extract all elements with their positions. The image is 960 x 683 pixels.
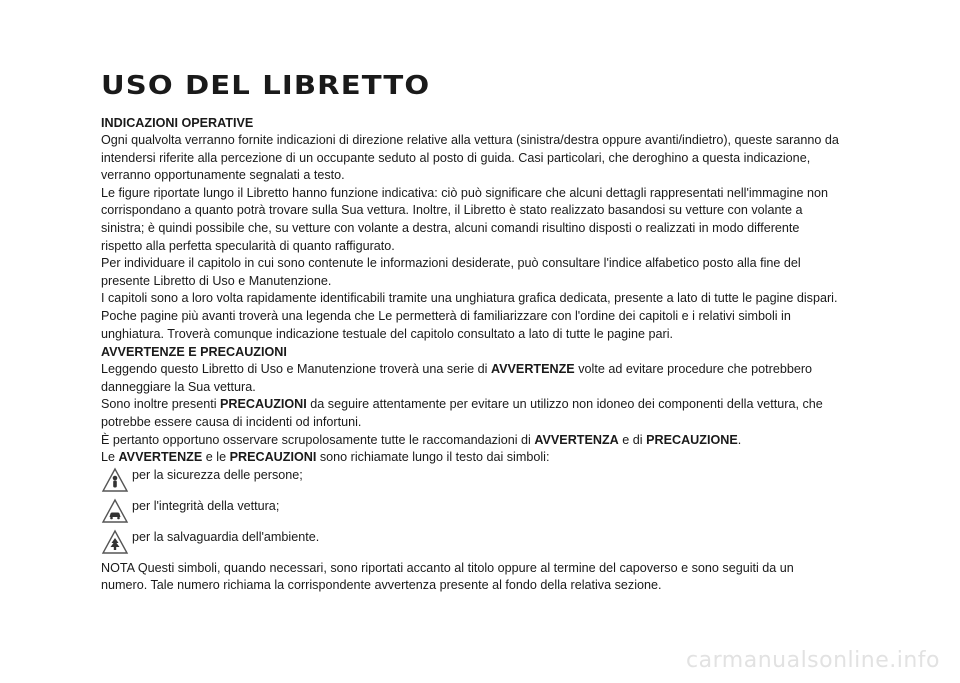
bold-keyword: PRECAUZIONI (229, 450, 317, 465)
bold-keyword: AVVERTENZA (534, 432, 619, 447)
bold-keyword: PRECAUZIONI (220, 397, 307, 412)
paragraph: Per individuare il capitolo in cui sono contenute le informazioni desiderate, può consultare l'indice alfabetico posto alla fine del presente Libretto di Uso e Manutenzione. (101, 256, 801, 288)
text-run: . (737, 432, 742, 447)
vehicle-integrity-icon (101, 498, 129, 524)
symbol-row-person (101, 467, 841, 498)
text-run: Sono inoltre presenti (101, 397, 221, 412)
bold-keyword: AVVERTENZE (118, 450, 203, 465)
section-heading-avvertenze: AVVERTENZE E PRECAUZIONI (101, 345, 287, 360)
section-heading-indicazioni: INDICAZIONI OPERATIVE (101, 116, 254, 130)
watermark: carmanualsonline.info (686, 648, 940, 673)
person-safety-icon (101, 467, 129, 493)
symbol-label: per l'integrità della vettura; (132, 498, 280, 513)
environment-tree-icon (101, 529, 129, 555)
paragraph: Ogni qualvolta verranno fornite indicazioni di direzione relative alla vettura (sinistra/destra oppure avanti/indietro), queste saranno da intendersi riferite alla percezione di un occupante seduto al posto di guida. Casi particolari, che deroghino a questa indicazione, verranno opportunamente segnalati a testo. (101, 133, 839, 183)
paragraph: I capitoli sono a loro volta rapidamente identificabili tramite una unghiatura grafica dedicata, presente a lato di tutte le pagine dispari. Poche pagine più avanti troverà una legenda che Le permetterà di familiarizzare con l'ordine dei capitoli e i relativi simboli in unghiatura. Troverà comunque indicazione testuale del capitolo consultato a lato di tutte le pagine pari. (101, 291, 838, 341)
paragraph (101, 361, 841, 396)
text-run: Leggendo questo Libretto di Uso e Manutenzione troverà una serie di (101, 362, 491, 377)
bold-keyword: PRECAUZIONE (646, 432, 738, 447)
symbol-label: per la sicurezza delle persone; (132, 467, 303, 482)
paragraph (101, 432, 841, 450)
symbol-row-environment (101, 529, 841, 560)
text-run: e le (202, 450, 230, 465)
text-run: da seguire attentamente per evitare un utilizzo non idoneo dei componenti della vettura, che potrebbe essere causa di incidenti od infortuni. (101, 397, 823, 429)
text-run: È pertanto opportuno osservare scrupolosamente tutte le raccomandazioni di (101, 432, 535, 447)
bold-keyword: AVVERTENZE (490, 362, 575, 377)
paragraph (101, 449, 841, 467)
note-paragraph: NOTA Questi simboli, quando necessari, sono riportati accanto al titolo oppure al termine del capoverso e sono seguiti da un numero. Tale numero richiama la corrispondente avvertenza presente al fondo della relativa sezione. (101, 560, 794, 593)
text-run: volte ad evitare procedure che potrebbero danneggiare la Sua vettura. (101, 362, 813, 394)
paragraph (101, 396, 841, 431)
symbol-label: per la salvaguardia dell'ambiente. (132, 529, 320, 544)
page-title: USO DEL LIBRETTO (101, 71, 431, 101)
text-run: e di (618, 432, 647, 447)
text-run: Le (101, 450, 119, 465)
symbol-row-vehicle (101, 498, 841, 529)
paragraph: Le figure riportate lungo il Libretto hanno funzione indicativa: ciò può significare che alcuni dettagli rappresentati nell'immagine non corrispondano a quanto potrà trovare sulla Sua vettura. Inoltre, il Libretto è stato realizzato basandosi su vetture con volante a sinistra; è quindi possibile che, su vetture con volante a destra, alcuni comandi risultino disposti o realizzati in modo differente rispetto alla perfetta specularità di quanto raffigurato. (101, 185, 828, 253)
manual-page (101, 70, 841, 595)
text-run: sono richiamate lungo il testo dai simboli: (316, 450, 550, 465)
